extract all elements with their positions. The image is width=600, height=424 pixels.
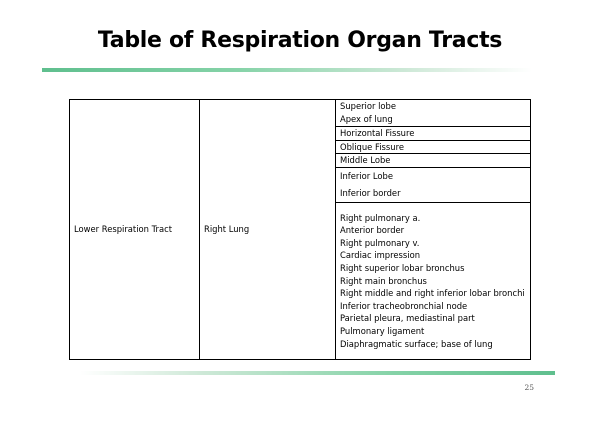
subpart-text: Parietal pleura, mediastinal part	[340, 313, 475, 324]
subpart-cell	[336, 202, 531, 359]
subpart-text: Right pulmonary v.	[340, 237, 420, 248]
subpart-text: Superior lobe	[340, 101, 397, 112]
subpart-text: Pulmonary ligament	[340, 325, 425, 336]
subpart-text: Anterior border	[340, 225, 405, 236]
subpart-text: Inferior Lobe	[340, 170, 393, 181]
subpart-text: Horizontal Fissure	[340, 128, 415, 138]
subpart-text: Right main bronchus	[340, 275, 427, 286]
subpart-text: Right middle and right inferior lobar bronchi	[340, 288, 525, 299]
title-divider	[42, 68, 532, 72]
subpart-text: Middle Lobe	[340, 155, 391, 166]
subpart-cell	[336, 167, 531, 202]
subpart-text: Diaphragmatic surface; base of lung	[340, 338, 493, 349]
subpart-cell	[336, 154, 531, 168]
footer-divider	[80, 371, 555, 375]
subpart-text: Oblique Fissure	[340, 141, 404, 152]
slide-title: Table of Respiration Organ Tracts	[97, 28, 503, 53]
subpart-text: Cardiac impression	[340, 250, 421, 261]
organ-cell: Right Lung	[200, 100, 336, 360]
subpart-cell	[336, 100, 531, 127]
subpart-cell	[336, 140, 531, 154]
subpart-cell	[336, 127, 531, 141]
subpart-text: Right superior lobar bronchus	[340, 263, 465, 273]
respiration-organ-table	[69, 99, 531, 360]
tract-cell: Lower Respiration Tract	[70, 100, 200, 360]
page-number: 25	[524, 383, 534, 392]
subpart-text: Inferior tracheobronchial node	[340, 300, 468, 311]
subpart-text: Apex of lung	[340, 114, 393, 124]
subpart-text: Inferior border	[340, 188, 401, 199]
subpart-text: Right pulmonary a.	[340, 212, 421, 223]
